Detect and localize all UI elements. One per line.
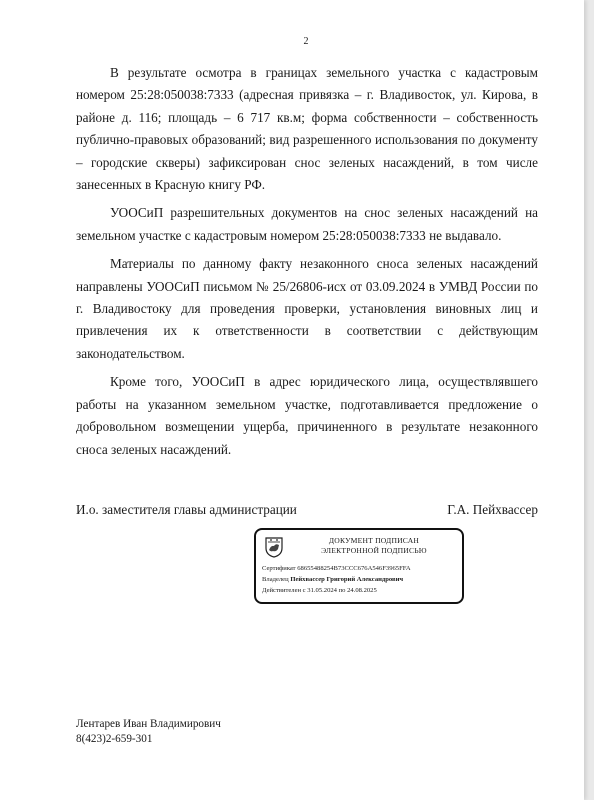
owner-value: Пейхвассер Григорий Александрович bbox=[290, 576, 404, 583]
owner-label: Владелец bbox=[262, 576, 289, 583]
valid-to: 24.08.2025 bbox=[347, 587, 377, 594]
valid-label: Действителен с bbox=[262, 587, 306, 594]
stamp-title-line1: ДОКУМЕНТ ПОДПИСАН bbox=[328, 536, 420, 545]
paragraph-compensation: Кроме того, УООСиП в адрес юридического лица, осуществлявшего работы на указанном земельном участке, подготавливается предложение о добровольном возмещении ущерба, причиненного в результате незаконного сноса зеленых насаждений. bbox=[76, 374, 538, 457]
paragraph-inspection: В результате осмотра в границах земельного участка с кадастровым номером 25:28:050038:7333 (адресная привязка – г. Владивосток, ул. Кирова, в районе д. 116; площадь – 6 717 кв.м; форма собственности – собственность публично-правовых образований; вид разрешенного использования по документу – городские скверы) зафиксирован снос зеленых насаждений, в том числе занесенных в Красную книгу РФ. bbox=[76, 65, 538, 193]
stamp-title bbox=[290, 536, 458, 556]
valid-from: 31.05.2024 bbox=[307, 587, 337, 594]
stamp-certificate bbox=[262, 564, 411, 573]
certificate-label: Сертификат bbox=[262, 565, 296, 572]
coat-of-arms-icon bbox=[263, 536, 285, 558]
page-number: 2 bbox=[303, 36, 309, 47]
signatory-position: И.о. заместителя главы администрации bbox=[76, 502, 297, 517]
paragraph-permits: УООСиП разрешительных документов на снос зеленых насаждений на земельном участке с кадастровым номером 25:28:050038:7333 не выдавало. bbox=[76, 205, 538, 243]
valid-to-label: по bbox=[338, 587, 346, 594]
contact-phone: 8(423)2-659-301 bbox=[76, 733, 153, 745]
stamp-validity bbox=[262, 586, 377, 595]
signatory-name: Г.А. Пейхвассер bbox=[447, 502, 538, 517]
letter-body bbox=[76, 62, 538, 467]
certificate-value: 68655488254B73CCC676A546F3965FFA bbox=[297, 565, 411, 572]
signature-block bbox=[76, 502, 538, 518]
electronic-signature-stamp bbox=[254, 528, 464, 604]
stamp-title-line2: ЭЛЕКТРОННОЙ ПОДПИСЬЮ bbox=[321, 546, 427, 555]
contact-block bbox=[76, 717, 221, 747]
stamp-owner bbox=[262, 575, 403, 584]
paragraph-materials: Материалы по данному факту незаконного сноса зеленых насаждений направлены УООСиП письмом № 25/26806-исх от 03.09.2024 в УМВД России по г. Владивостоку для проведения проверки, установления виновных лиц и привлечения их к ответственности в соответствии с действующим законодательством. bbox=[76, 256, 538, 361]
contact-name: Лентарев Иван Владимирович bbox=[76, 718, 221, 730]
